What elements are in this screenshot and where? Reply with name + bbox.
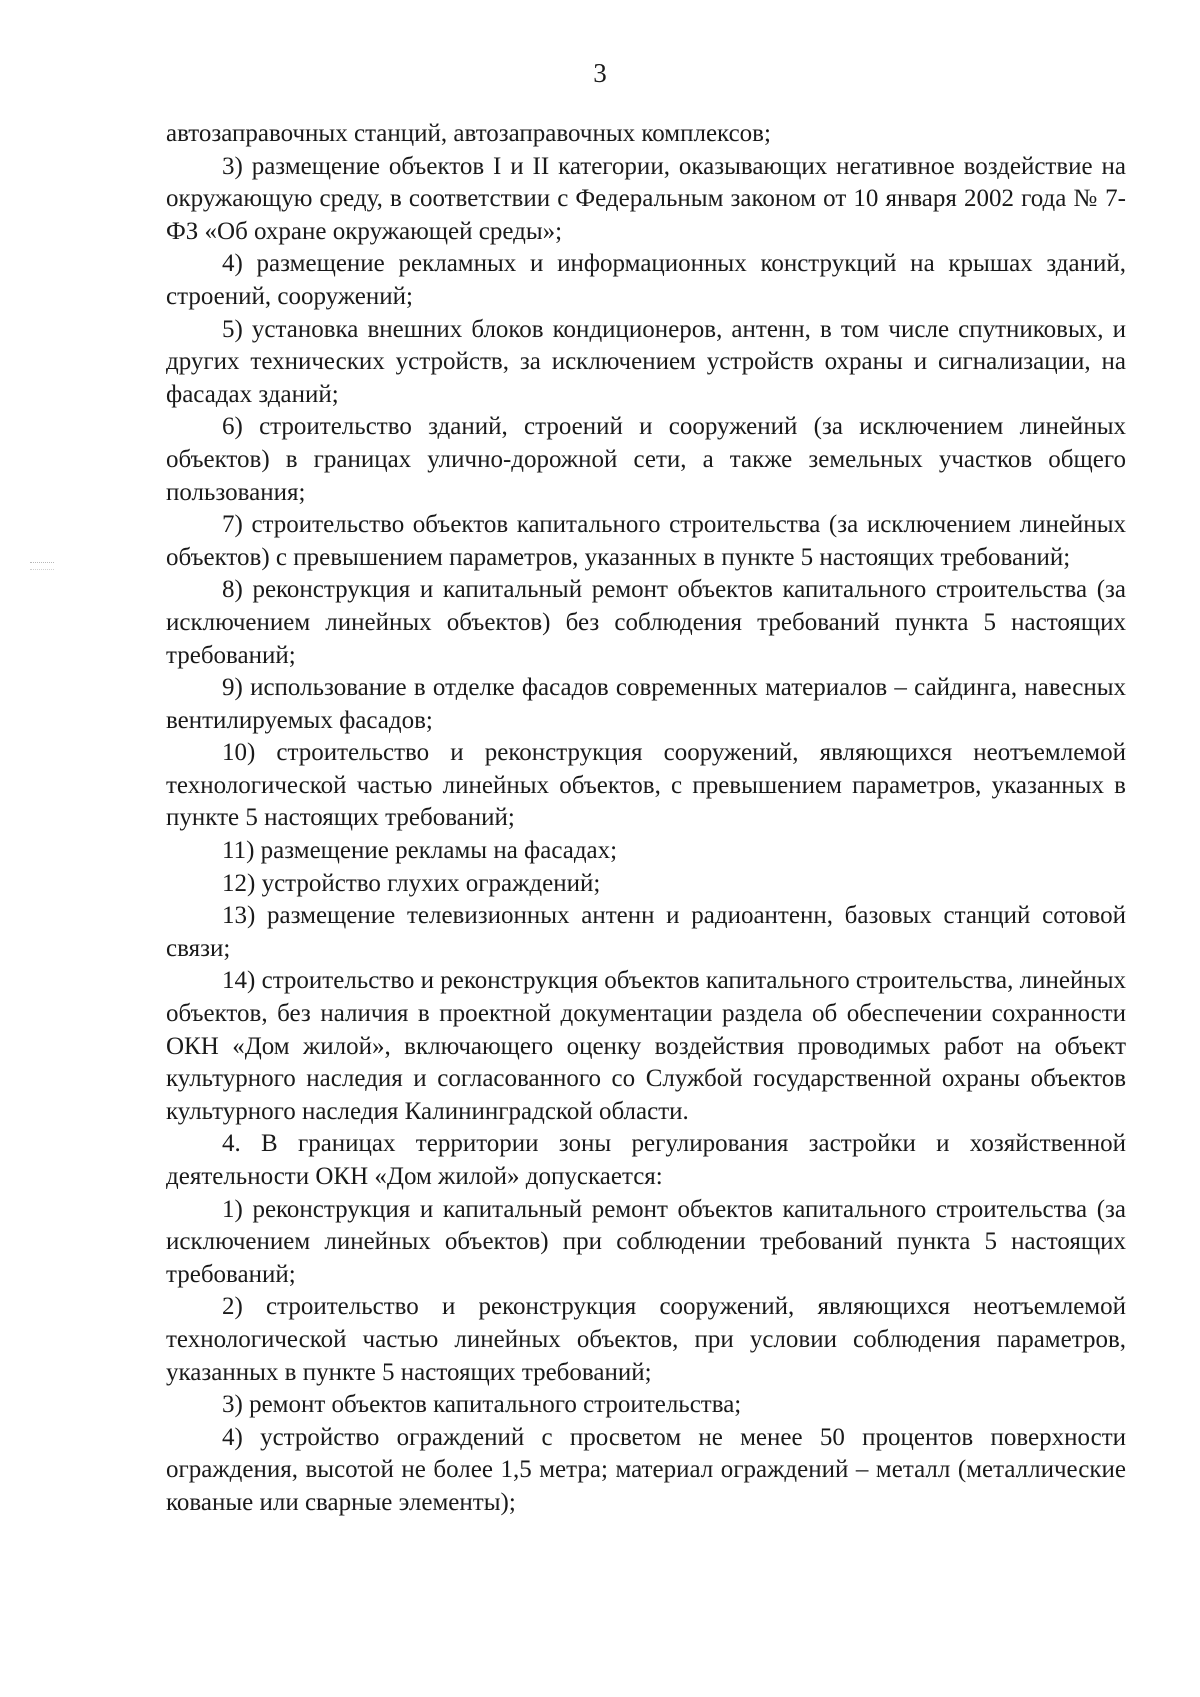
paragraph-18: 4) устройство ограждений с просветом не менее 50 процентов поверхности ограждения, высотой не более 1,5 метра; материал ограждений – металл (металлические кованые или сварные элементы); — [166, 1423, 1126, 1516]
paragraph-12: 13) размещение телевизионных антенн и радиоантенн, базовых станций сотовой связи; — [166, 902, 1126, 962]
paragraph-15: 1) реконструкция и капитальный ремонт объектов капитального строительства (за исключением линейных объектов) при соблюдении требований пункта 5 настоящих требований; — [166, 1195, 1126, 1288]
scan-artifact — [30, 562, 54, 570]
paragraph-8: 9) использование в отделке фасадов современных материалов – сайдинга, навесных вентилируемых фасадов; — [166, 674, 1126, 734]
document-body — [166, 118, 1126, 1520]
paragraph-1: автозаправочных станций, автозаправочных комплексов; — [166, 120, 771, 147]
paragraph-5: 6) строительство зданий, строений и сооружений (за исключением линейных объектов) в границах улично-дорожной сети, а также земельных участков общего пользования; — [166, 413, 1126, 506]
paragraph-6: 7) строительство объектов капитального строительства (за исключением линейных объектов) с превышением параметров, указанных в пункте 5 настоящих требований; — [166, 511, 1126, 571]
paragraph-14: 4. В границах территории зоны регулирования застройки и хозяйственной деятельности ОКН «Дом жилой» допускается: — [166, 1130, 1126, 1190]
paragraph-4: 5) установка внешних блоков кондиционеров, антенн, в том числе спутниковых, и других технических устройств, за исключением устройств охраны и сигнализации, на фасадах зданий; — [166, 315, 1126, 408]
paragraph-17: 3) ремонт объектов капитального строительства; — [222, 1391, 742, 1419]
paragraph-16: 2) строительство и реконструкция сооружений, являющихся неотъемлемой технологической частью линейных объектов, при условии соблюдения параметров, указанных в пункте 5 настоящих требований; — [166, 1293, 1126, 1386]
paragraph-10: 11) размещение рекламы на фасадах; — [222, 837, 618, 865]
paragraph-7: 8) реконструкция и капитальный ремонт объектов капитального строительства (за исключением линейных объектов) без соблюдения требований пункта 5 настоящих требований; — [166, 576, 1126, 669]
paragraph-2: 3) размещение объектов I и II категории, оказывающих негативное воздействие на окружающую среду, в соответствии с Федеральным законом от 10 января 2002 года № 7-ФЗ «Об охране окружающей среды»; — [166, 152, 1126, 245]
page-number: 3 — [593, 58, 607, 88]
paragraph-11: 12) устройство глухих ограждений; — [222, 869, 601, 897]
paragraph-3: 4) размещение рекламных и информационных конструкций на крышах зданий, строений, сооружений; — [166, 250, 1126, 310]
paragraph-13: 14) строительство и реконструкция объектов капитального строительства, линейных объектов, без наличия в проектной документации раздела об обеспечении сохранности ОКН «Дом жилой», включающего оценку воздействия проводимых работ на объект культурного наследия и согласованного со Службой государственной охраны объектов культурного наследия Калининградской области. — [166, 967, 1126, 1125]
paragraph-9: 10) строительство и реконструкция сооружений, являющихся неотъемлемой технологической частью линейных объектов, с превышением параметров, указанных в пункте 5 настоящих требований; — [166, 739, 1126, 832]
